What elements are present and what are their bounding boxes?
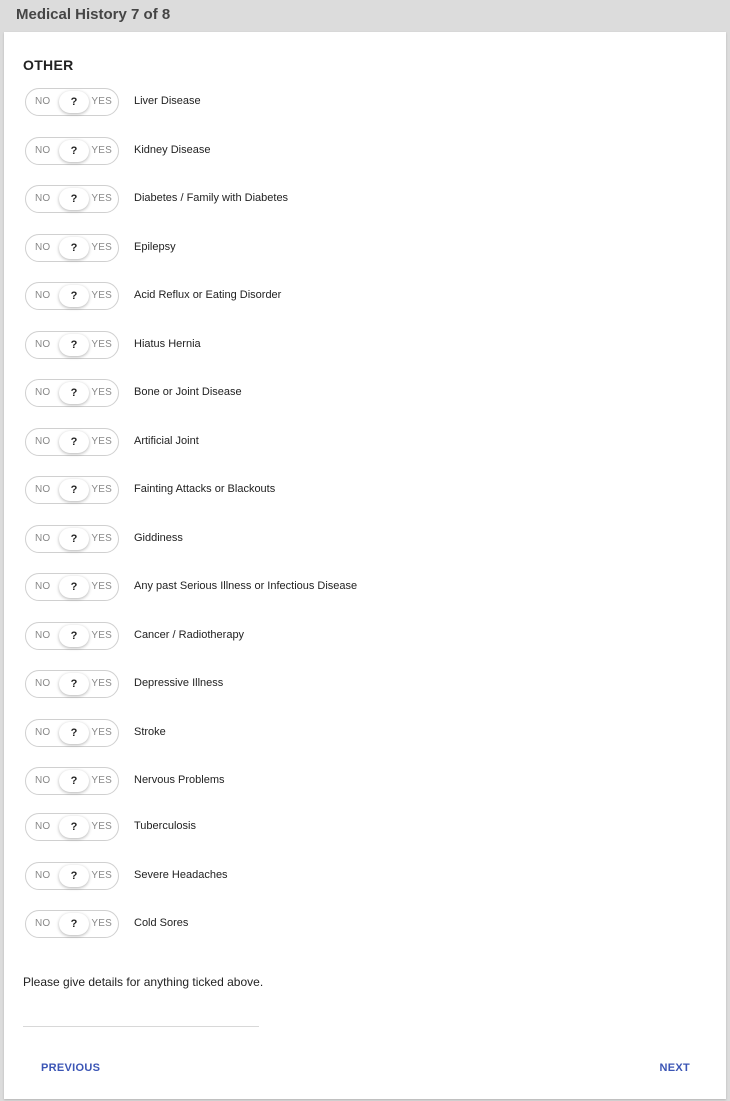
- tristate-toggle[interactable]: [25, 331, 119, 359]
- condition-row: [4, 234, 726, 264]
- tristate-toggle[interactable]: [25, 234, 119, 262]
- toggle-no-option[interactable]: NO: [35, 727, 51, 738]
- tristate-toggle[interactable]: [25, 767, 119, 795]
- toggle-no-option[interactable]: NO: [35, 678, 51, 689]
- toggle-knob[interactable]: ?: [59, 913, 89, 935]
- toggle-no-option[interactable]: NO: [35, 484, 51, 495]
- condition-label: Acid Reflux or Eating Disorder: [134, 289, 282, 301]
- condition-row: [4, 622, 726, 652]
- condition-label: Hiatus Hernia: [134, 338, 201, 350]
- previous-button[interactable]: PREVIOUS: [41, 1062, 101, 1074]
- condition-row: [4, 331, 726, 361]
- tristate-toggle[interactable]: [25, 137, 119, 165]
- condition-row: [4, 282, 726, 312]
- condition-label: Cancer / Radiotherapy: [134, 629, 245, 641]
- condition-row: [4, 573, 726, 603]
- toggle-yes-option[interactable]: YES: [91, 145, 112, 156]
- toggle-yes-option[interactable]: YES: [91, 290, 112, 301]
- tristate-toggle[interactable]: [25, 622, 119, 650]
- toggle-no-option[interactable]: NO: [35, 630, 51, 641]
- condition-label: Fainting Attacks or Blackouts: [134, 483, 276, 495]
- toggle-yes-option[interactable]: YES: [91, 870, 112, 881]
- toggle-no-option[interactable]: NO: [35, 242, 51, 253]
- toggle-yes-option[interactable]: YES: [91, 339, 112, 350]
- tristate-toggle[interactable]: [25, 573, 119, 601]
- tristate-toggle[interactable]: [25, 719, 119, 747]
- toggle-knob[interactable]: ?: [59, 237, 89, 259]
- condition-row: [4, 88, 726, 118]
- toggle-knob[interactable]: ?: [59, 382, 89, 404]
- condition-row: [4, 910, 726, 940]
- tristate-toggle[interactable]: [25, 428, 119, 456]
- condition-row: [4, 379, 726, 409]
- toggle-yes-option[interactable]: YES: [91, 581, 112, 592]
- condition-label: Giddiness: [134, 532, 183, 544]
- toggle-no-option[interactable]: NO: [35, 533, 51, 544]
- toggle-knob[interactable]: ?: [59, 722, 89, 744]
- toggle-yes-option[interactable]: YES: [91, 242, 112, 253]
- section-title: OTHER: [23, 57, 74, 73]
- condition-label: Diabetes / Family with Diabetes: [134, 192, 289, 204]
- toggle-knob[interactable]: ?: [59, 285, 89, 307]
- toggle-knob[interactable]: ?: [59, 816, 89, 838]
- toggle-yes-option[interactable]: YES: [91, 775, 112, 786]
- toggle-yes-option[interactable]: YES: [91, 918, 112, 929]
- condition-label: Bone or Joint Disease: [134, 386, 242, 398]
- condition-row: [4, 670, 726, 700]
- condition-row: [4, 719, 726, 749]
- condition-row: [4, 767, 726, 797]
- toggle-knob[interactable]: ?: [59, 576, 89, 598]
- tristate-toggle[interactable]: [25, 670, 119, 698]
- condition-row: [4, 137, 726, 167]
- details-input[interactable]: [23, 1000, 259, 1027]
- condition-label: Cold Sores: [134, 917, 189, 929]
- toggle-no-option[interactable]: NO: [35, 870, 51, 881]
- toggle-no-option[interactable]: NO: [35, 387, 51, 398]
- tristate-toggle[interactable]: [25, 282, 119, 310]
- toggle-no-option[interactable]: NO: [35, 436, 51, 447]
- toggle-no-option[interactable]: NO: [35, 193, 51, 204]
- toggle-knob[interactable]: ?: [59, 188, 89, 210]
- tristate-toggle[interactable]: [25, 88, 119, 116]
- form-card: [4, 32, 726, 1099]
- condition-row: [4, 862, 726, 892]
- toggle-no-option[interactable]: NO: [35, 96, 51, 107]
- condition-label: Depressive Illness: [134, 677, 224, 689]
- condition-label: Any past Serious Illness or Infectious Disease: [134, 580, 358, 592]
- toggle-knob[interactable]: ?: [59, 140, 89, 162]
- toggle-knob[interactable]: ?: [59, 625, 89, 647]
- toggle-yes-option[interactable]: YES: [91, 727, 112, 738]
- details-prompt: Please give details for anything ticked above.: [23, 975, 264, 989]
- page-title: Medical History 7 of 8: [16, 6, 171, 23]
- tristate-toggle[interactable]: [25, 910, 119, 938]
- toggle-knob[interactable]: ?: [59, 528, 89, 550]
- toggle-no-option[interactable]: NO: [35, 821, 51, 832]
- condition-label: Nervous Problems: [134, 774, 225, 786]
- condition-label: Stroke: [134, 726, 166, 738]
- condition-row: [4, 525, 726, 555]
- tristate-toggle[interactable]: [25, 476, 119, 504]
- condition-label: Liver Disease: [134, 95, 201, 107]
- toggle-knob[interactable]: ?: [59, 91, 89, 113]
- page-header: [0, 0, 730, 32]
- toggle-no-option[interactable]: NO: [35, 290, 51, 301]
- toggle-no-option[interactable]: NO: [35, 918, 51, 929]
- tristate-toggle[interactable]: [25, 185, 119, 213]
- toggle-no-option[interactable]: NO: [35, 775, 51, 786]
- toggle-yes-option[interactable]: YES: [91, 484, 112, 495]
- condition-row: [4, 185, 726, 215]
- condition-row: [4, 813, 726, 843]
- toggle-yes-option[interactable]: YES: [91, 436, 112, 447]
- condition-row: [4, 428, 726, 458]
- tristate-toggle[interactable]: [25, 379, 119, 407]
- toggle-yes-option[interactable]: YES: [91, 387, 112, 398]
- toggle-yes-option[interactable]: YES: [91, 630, 112, 641]
- toggle-yes-option[interactable]: YES: [91, 193, 112, 204]
- toggle-yes-option[interactable]: YES: [91, 821, 112, 832]
- toggle-knob[interactable]: ?: [59, 770, 89, 792]
- condition-label: Epilepsy: [134, 241, 176, 253]
- condition-label: Artificial Joint: [134, 435, 199, 447]
- tristate-toggle[interactable]: [25, 813, 119, 841]
- toggle-yes-option[interactable]: YES: [91, 678, 112, 689]
- toggle-knob[interactable]: ?: [59, 673, 89, 695]
- toggle-yes-option[interactable]: YES: [91, 96, 112, 107]
- toggle-knob[interactable]: ?: [59, 865, 89, 887]
- toggle-yes-option[interactable]: YES: [91, 533, 112, 544]
- toggle-no-option[interactable]: NO: [35, 581, 51, 592]
- tristate-toggle[interactable]: [25, 862, 119, 890]
- condition-label: Severe Headaches: [134, 869, 228, 881]
- next-button[interactable]: NEXT: [659, 1062, 690, 1074]
- toggle-knob[interactable]: ?: [59, 431, 89, 453]
- toggle-knob[interactable]: ?: [59, 479, 89, 501]
- condition-row: [4, 476, 726, 506]
- condition-label: Kidney Disease: [134, 144, 211, 156]
- condition-label: Tuberculosis: [134, 820, 196, 832]
- toggle-no-option[interactable]: NO: [35, 339, 51, 350]
- toggle-knob[interactable]: ?: [59, 334, 89, 356]
- toggle-no-option[interactable]: NO: [35, 145, 51, 156]
- tristate-toggle[interactable]: [25, 525, 119, 553]
